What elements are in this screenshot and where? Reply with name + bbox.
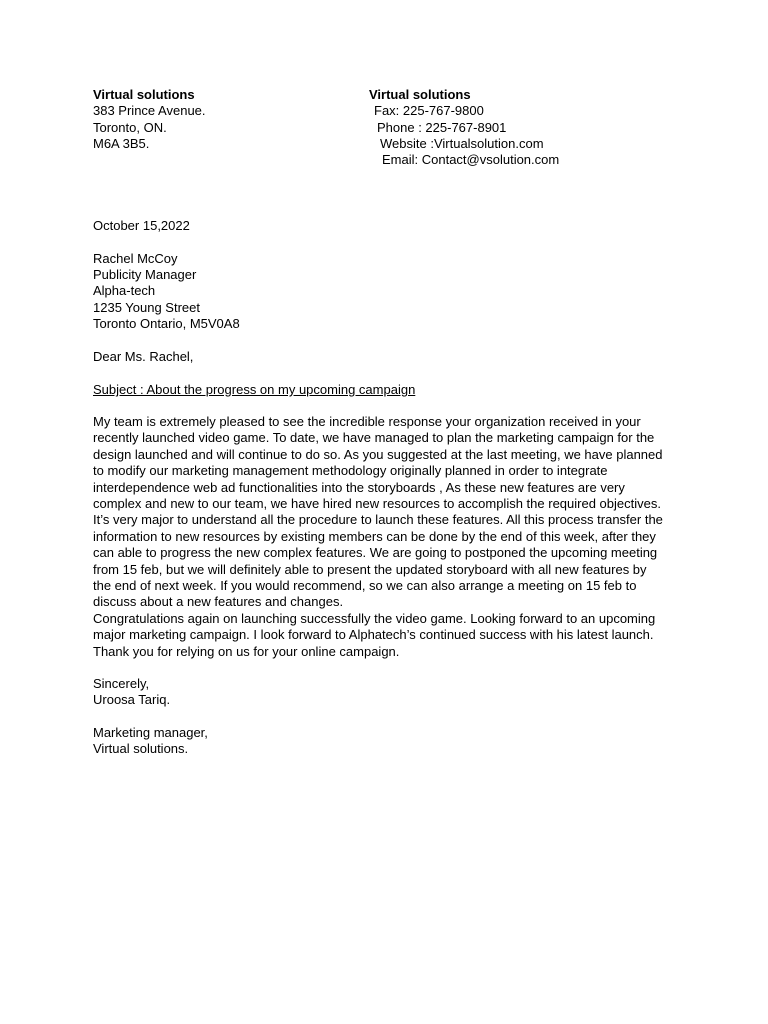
letter-date: October 15,2022: [93, 218, 190, 233]
body-line: My team is extremely pleased to see the incredible response your organization received in your: [93, 414, 641, 429]
recipient-company: Alpha-tech: [93, 283, 156, 298]
salutation: Dear Ms. Rachel,: [93, 349, 194, 364]
body-line: complex and new to our team, we have hired new resources to accomplish the required objectives.: [93, 496, 661, 512]
recipient-street: 1235 Young Street: [93, 300, 200, 315]
body-line: major marketing campaign. I look forward to Alphatech’s continued success with his latest launch.: [93, 627, 654, 643]
contact-fax: Fax: 225-767-9800: [374, 103, 484, 118]
signer-role: Marketing manager,: [93, 725, 208, 740]
letter-body: [93, 414, 673, 660]
body-line: information to new resources by existing members can be done by the end of this week, after they: [93, 528, 656, 544]
contact-email: Email: Contact@vsolution.com: [382, 152, 560, 167]
contact-phone: Phone : 225-767-8901: [377, 120, 507, 135]
signer-name: Uroosa Tariq.: [93, 692, 171, 707]
sender-address-line: 383 Prince Avenue.: [93, 103, 206, 118]
body-line: to modify our marketing management methodology originally planned in order to integrate: [93, 463, 608, 479]
body-line: Congratulations again on launching successfully the video game. Looking forward to an upcoming: [93, 610, 656, 626]
recipient-name: Rachel McCoy: [93, 251, 178, 266]
contact-website: Website :Virtualsolution.com: [380, 136, 544, 151]
body-line: recently launched video game. To date, we have managed to plan the marketing campaign for the: [93, 430, 655, 446]
body-line: the end of next week. If you would recommend, so we can also arrange a meeting on 15 feb to: [93, 578, 637, 594]
body-line: from 15 feb, but we will definitely able to present the updated storyboard with all new features by: [93, 561, 647, 577]
sender-address-line: M6A 3B5.: [93, 136, 150, 151]
body-line: discuss about a new features and changes.: [93, 594, 344, 610]
body-line: can able to progress the new complex features. We are going to postponed the upcoming meeting: [93, 545, 658, 561]
body-line: interdependence web ad functionalities into the storyboards , As these new features are very: [93, 479, 625, 495]
recipient-title: Publicity Manager: [93, 267, 197, 282]
valediction: Sincerely,: [93, 676, 150, 691]
recipient-city: Toronto Ontario, M5V0A8: [93, 316, 240, 331]
body-line: It’s very major to understand all the procedure to launch these features. All this process transfer the: [93, 512, 663, 528]
signer-company: Virtual solutions.: [93, 741, 189, 756]
body-line: Thank you for relying on us for your online campaign.: [93, 643, 400, 659]
sender-address-line: Toronto, ON.: [93, 120, 167, 135]
sender-name: Virtual solutions: [93, 87, 195, 102]
subject-line: Subject : About the progress on my upcoming campaign: [93, 382, 416, 397]
body-line: design launched and will continue to do so. As you suggested at the last meeting, we have planned: [93, 446, 663, 462]
contact-name: Virtual solutions: [369, 87, 471, 102]
